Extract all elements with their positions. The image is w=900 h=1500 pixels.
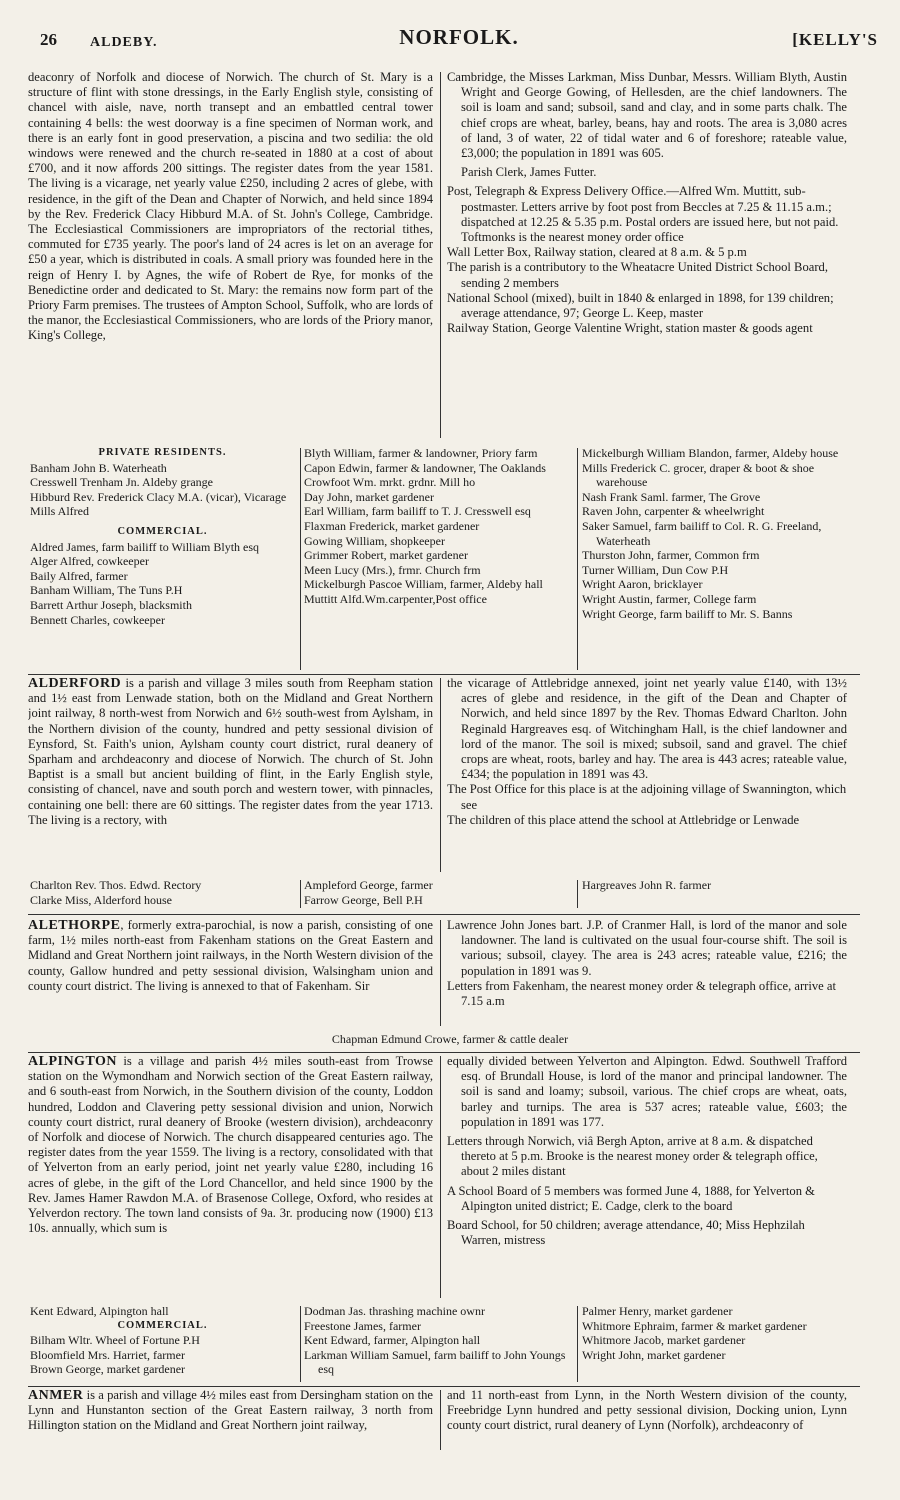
list-item: Cresswell Trenham Jn. Aldeby grange bbox=[30, 475, 213, 490]
list-item: Clarke Miss, Alderford house bbox=[30, 892, 172, 907]
list-item: Gowing William, shopkeeper bbox=[304, 533, 445, 548]
column-divider bbox=[440, 1056, 441, 1298]
alpington-residents-col3 bbox=[582, 1304, 854, 1384]
paragraph bbox=[28, 1054, 433, 1236]
publisher-mark: [KELLY'S bbox=[792, 30, 878, 49]
parish-text: is a parish and village 4½ miles east from Dersingham station on the Lynn and Hunstanton section of the Great Eastern railway, 3 north from Hillington station on the Midland and Great Northern joint railway, bbox=[28, 1388, 433, 1433]
alderford-left-text bbox=[28, 676, 433, 876]
list-item: Mickelburgh William Blandon, farmer, Aldeby house bbox=[582, 446, 839, 460]
list-item: Baily Alfred, farmer bbox=[30, 568, 128, 583]
section-heading: COMMERCIAL. bbox=[117, 1319, 208, 1331]
list-item: Banham John B. Waterheath bbox=[30, 460, 167, 475]
paragraph: The Post Office for this place is at the adjoining village of Swannington, which see bbox=[447, 782, 847, 812]
paragraph: Post, Telegraph & Express Delivery Office.—Alfred Wm. Muttitt, sub-postmaster. Letters arrive by foot post from Beccles at 7.25 & 11.15 a.m.; dispatched at 12.25 & 5.35 p.m. Postal orders are issued here, but not paid. Toftmonks is the nearest money order office bbox=[447, 184, 839, 245]
paragraph bbox=[28, 676, 433, 828]
list-item: Hargreaves John R. farmer bbox=[582, 878, 712, 892]
list-item: Day John, market gardener bbox=[304, 489, 434, 504]
list-item: Charlton Rev. Thos. Edwd. Rectory bbox=[30, 878, 202, 892]
section-divider bbox=[28, 914, 860, 915]
list-item: Capon Edwin, farmer & landowner, The Oaklands bbox=[304, 460, 546, 475]
list-item: Whitmore Ephraim, farmer & market gardener bbox=[582, 1318, 807, 1333]
list-item: Kent Edward, farmer, Alpington hall bbox=[304, 1333, 481, 1348]
paragraph: Board School, for 50 children; average attendance, 40; Miss Hephzilah Warren, mistress bbox=[447, 1218, 805, 1248]
anmer-right-text bbox=[447, 1388, 847, 1452]
column-divider bbox=[440, 72, 441, 438]
column-divider bbox=[300, 880, 301, 908]
list-item: Thurston John, farmer, Common frm bbox=[582, 548, 760, 563]
parish-text: , formerly extra-parochial, is now a parish, consisting of one farm, 1½ miles north-east from Fakenham stations on the Great Eastern and Midland and Great Northern joint railways, in the North Western division of the county, Gallow hundred and petty sessional division, Walsingham union and county court district. The living is annexed to that of Fakenham. Sir bbox=[28, 918, 433, 993]
paragraph: Lawrence John Jones bart. J.P. of Cranmer Hall, is lord of the manor and sole landowner. The land is cultivated on the usual four-course shift. The soil is various; subsoil, clayey. The area is 243 acres; rateable value, £216; the population in 1891 was 9. bbox=[447, 918, 847, 978]
alderford-residents-col1 bbox=[30, 878, 295, 910]
alderford-right-text bbox=[447, 676, 847, 876]
paragraph: Parish Clerk, James Futter. bbox=[461, 165, 597, 180]
alpington-residents-col1 bbox=[30, 1304, 295, 1384]
paragraph: Letters through Norwich, viâ Bergh Apton, arrive at 8 a.m. & dispatched thereto at 5 p.m. Brooke is the nearest money order & telegraph office, about 2 miles distant bbox=[447, 1134, 818, 1179]
list-item: Earl William, farm bailiff to T. J. Cresswell esq bbox=[304, 504, 531, 519]
column-divider bbox=[440, 678, 441, 872]
alpington-residents-col2 bbox=[304, 1304, 576, 1384]
paragraph: The children of this place attend the school at Attlebridge or Lenwade bbox=[447, 812, 800, 827]
parish-text: is a parish and village 3 miles south from Reepham station and 1½ east from Lenwade station, both on the Midland and Great Northern joint railway, 8 north-west from Norwich and 6½ south-west from Aylsham, in the Northern division of the county, hundred and petty sessional division of Eynsford, St. Faith's union, Aylsham county court district, rural deanery of Sparham and archdeaconry and diocese of Norwich. The church of St. John Baptist is a small but ancient building of flint, in the Early English style, consisting of chancel, nave and south porch and western tower, with pinnacles, containing one bell: there are 60 sittings. The register dates from the year 1713. The living is a rectory, with bbox=[28, 676, 433, 827]
anmer-left-text bbox=[28, 1388, 433, 1452]
section-heading: COMMERCIAL. bbox=[117, 525, 208, 537]
paragraph: the vicarage of Attlebridge annexed, joint net yearly value £140, with 13½ acres of glebe and residence, in the gift of the Dean and Chapter of Norwich, and held since 1897 by the Rev. Thomas Edward Charlton. John Reginald Hargreaves esq. of Witchingham Hall, is the chief landowner and lord of the manor. The soil is mixed; subsoil, sand and gravel. The chief crops are wheat, roots, barley and hay. The area is 443 acres; rateable value, £434; the population in 1891 was 43. bbox=[447, 676, 847, 782]
list-item: Mickelburgh Pascoe William, farmer, Aldeby hall bbox=[304, 577, 543, 592]
paragraph: Letters from Fakenham, the nearest money order & telegraph office, arrive at 7.15 a.m bbox=[447, 978, 836, 1009]
list-item: Grimmer Robert, market gardener bbox=[304, 548, 468, 563]
page-number: 26 bbox=[40, 30, 57, 49]
paragraph: Railway Station, George Valentine Wright, station master & goods agent bbox=[447, 321, 813, 336]
column-divider bbox=[577, 448, 578, 670]
list-item: Raven John, carpenter & wheelwright bbox=[582, 504, 765, 519]
paragraph bbox=[28, 918, 433, 994]
county-title: NORFOLK. bbox=[399, 25, 519, 49]
list-item: Turner William, Dun Cow P.H bbox=[582, 562, 729, 577]
paragraph: The parish is a contributory to the Wheatacre United District School Board, sending 2 members bbox=[447, 260, 828, 290]
list-item: Blyth William, farmer & landowner, Priory farm bbox=[304, 446, 538, 460]
page-header bbox=[40, 25, 878, 58]
column-divider bbox=[577, 880, 578, 908]
list-item: Wright George, farm bailiff to Mr. S. Banns bbox=[582, 606, 793, 621]
alpington-left-text bbox=[28, 1054, 433, 1302]
list-item: Larkman William Samuel, farm bailiff to John Youngs esq bbox=[304, 1347, 566, 1377]
parish-name: ALPINGTON bbox=[28, 1054, 118, 1069]
list-item: Hibburd Rev. Frederick Clacy M.A. (vicar), Vicarage bbox=[30, 489, 287, 504]
running-place: ALDEBY. bbox=[90, 35, 158, 50]
column-divider bbox=[577, 1306, 578, 1382]
column-divider bbox=[300, 1306, 301, 1382]
list-item: Barrett Arthur Joseph, blacksmith bbox=[30, 597, 192, 612]
list-item: Freestone James, farmer bbox=[304, 1318, 421, 1333]
list-item: Crowfoot Wm. mrkt. grdnr. Mill ho bbox=[304, 475, 476, 490]
alderford-residents-col3 bbox=[582, 878, 854, 910]
column-divider bbox=[440, 1390, 441, 1450]
paragraph bbox=[28, 1388, 433, 1434]
parish-name: ALDERFORD bbox=[28, 676, 122, 691]
section-heading: PRIVATE RESIDENTS. bbox=[98, 447, 227, 458]
alderford-residents-col2 bbox=[304, 878, 576, 910]
aldeby-residents-col2 bbox=[304, 446, 576, 676]
list-item: Brown George, market gardener bbox=[30, 1362, 186, 1377]
column-divider bbox=[300, 448, 301, 670]
list-item: Muttitt Alfd.Wm.carpenter,Post office bbox=[304, 591, 487, 606]
list-item: Meen Lucy (Mrs.), frmr. Church frm bbox=[304, 562, 481, 577]
paragraph: and 11 north-east from Lynn, in the North Western division of the county, Freebridge Lynn hundred and petty sessional division, Docking union, Lynn county court district, rural deanery of Lynn (Norfolk), archdeaconry of bbox=[447, 1388, 847, 1433]
alpington-right-text bbox=[447, 1054, 847, 1302]
paragraph: equally divided between Yelverton and Alpington. Edwd. Southwell Trafford esq. of Brundall House, is lord of the manor and principal landowner. The soil is sand and loamy; subsoil, various. The chief crops are wheat, oats, barley and turnips. The area is 537 acres; rateable value, £603; the population in 1891 was 177. bbox=[447, 1054, 847, 1129]
aldeby-right-text bbox=[447, 70, 847, 448]
paragraph: Cambridge, the Misses Larkman, Miss Dunbar, Messrs. William Blyth, Austin Wright and George Gowing, of Hellesden, are the chief landowners. The soil is loam and sand; subsoil, sand and clay, and in some parts chalk. The chief crops are wheat, barley, beans, hay and roots. The area is 3,080 acres of land, 3 of water, 22 of tidal water and 6 of foreshore; rateable value, £3,000; the population in 1891 was 605. bbox=[447, 70, 847, 161]
list-item: Alger Alfred, cowkeeper bbox=[30, 554, 149, 569]
list-item: Banham William, The Tuns P.H bbox=[30, 583, 183, 598]
list-item: Whitmore Jacob, market gardener bbox=[582, 1333, 746, 1348]
parish-name: ALETHORPE bbox=[28, 918, 121, 933]
column-divider bbox=[440, 920, 441, 1026]
paragraph: National School (mixed), built in 1840 & enlarged in 1898, for 139 children; average attendance, 97; George L. Keep, master bbox=[447, 290, 834, 321]
list-item: Aldred James, farm bailiff to William Blyth esq bbox=[30, 539, 260, 554]
list-item: Farrow George, Bell P.H bbox=[304, 892, 423, 907]
list-item: Flaxman Frederick, market gardener bbox=[304, 518, 480, 533]
list-item: Nash Frank Saml. farmer, The Grove bbox=[582, 489, 761, 504]
list-item: Dodman Jas. thrashing machine ownr bbox=[304, 1304, 485, 1318]
paragraph: deaconry of Norfolk and diocese of Norwich. The church of St. Mary is a structure of flint with stone dressings, in the Early English style, consisting of chancel with aisle, nave, north transept and an embattled central tower containing 4 bells: the west doorway is a fine specimen of Norman work, and there is an early font in good preservation, a piscina and two sedilia: the old windows were renewed and the church re-seated in 1880 at a cost of about £700, and it now affords 200 sittings. The register dates from the year 1581. The living is a vicarage, net yearly value £250, including 2 acres of glebe, with residence, in the gift of the Dean and Chapter of Norwich, and held since 1894 by the Rev. Frederick Clacy Hibburd M.A. of St. John's College, Cambridge. The Ecclesiastical Commissioners are impropriators of the rectorial tithes, commuted for £735 yearly. The poor's land of 24 acres is let on an average for £50 a year, which is distributed in coals. A small priory was founded here in the reign of Henry I. by Agnes, the wife of Robert de Rye, for monks of the Benedictine order and dedicated to St. Mary: the remains now form part of the Priory Farm premises. The trustees of Ampton School, Suffolk, who are lords of the manor, the Ecclesiastical Commissioners, who are lords of the Priory manor, King's College, bbox=[28, 70, 433, 343]
parish-name: ANMER bbox=[28, 1388, 84, 1403]
section-divider bbox=[28, 1386, 860, 1387]
alethorpe-right-text bbox=[447, 918, 847, 1030]
list-item: Mills Alfred bbox=[30, 504, 89, 519]
list-item: Mills Frederick C. grocer, draper & boot & shoe warehouse bbox=[582, 460, 815, 490]
list-item: Bennett Charles, cowkeeper bbox=[30, 612, 165, 627]
list-item: Kent Edward, Alpington hall bbox=[30, 1304, 169, 1318]
aldeby-left-text bbox=[28, 70, 433, 448]
paragraph: Wall Letter Box, Railway station, cleared at 8 a.m. & 5 p.m bbox=[447, 245, 747, 260]
paragraph: A School Board of 5 members was formed June 4, 1888, for Yelverton & Alpington united district; E. Cadge, clerk to the board bbox=[447, 1183, 815, 1213]
list-item: Wright John, market gardener bbox=[582, 1347, 726, 1362]
list-item: Palmer Henry, market gardener bbox=[582, 1304, 733, 1318]
section-divider bbox=[28, 1052, 860, 1053]
aldeby-residents-col3 bbox=[582, 446, 854, 676]
parish-text: is a village and parish 4½ miles south-east from Trowse station on the Wymondham and Norwich section of the Great Eastern railway, and 6 south-east from Norwich, in the Southern division of the county, Loddon hundred, Loddon and Clavering petty sessional division and union, Norwich county court district, rural deanery of Brooke (western division), archdeaconry of Norfolk and diocese of Norwich. The church disappeared centuries ago. The register dates from the year 1559. The living is a rectory, consolidated with that of Yelverton from an early period, joint net yearly value £280, including 16 acres of glebe, in the gift of the Lord Chancellor, and held since 1900 by the Rev. James Hamer Rawdon M.A. of Brasenose College, Oxford, who resides at Yelverdon rectory. The town land consists of 9a. 3r. producing now (1900) £13 10s. annually, which sum is bbox=[28, 1054, 433, 1236]
list-item: Bilham Wltr. Wheel of Fortune P.H bbox=[30, 1333, 200, 1348]
aldeby-residents-col1 bbox=[30, 446, 295, 676]
list-item: Wright Austin, farmer, College farm bbox=[582, 591, 757, 606]
list-item: Saker Samuel, farm bailiff to Col. R. G. Freeland, Waterheath bbox=[582, 518, 822, 548]
list-item: Ampleford George, farmer bbox=[304, 878, 433, 892]
section-divider bbox=[28, 674, 860, 675]
alethorpe-resident: Chapman Edmund Crowe, farmer & cattle dealer bbox=[331, 1032, 569, 1046]
list-item: Wright Aaron, bricklayer bbox=[582, 577, 703, 592]
list-item: Bloomfield Mrs. Harriet, farmer bbox=[30, 1347, 185, 1362]
alethorpe-left-text bbox=[28, 918, 433, 1030]
